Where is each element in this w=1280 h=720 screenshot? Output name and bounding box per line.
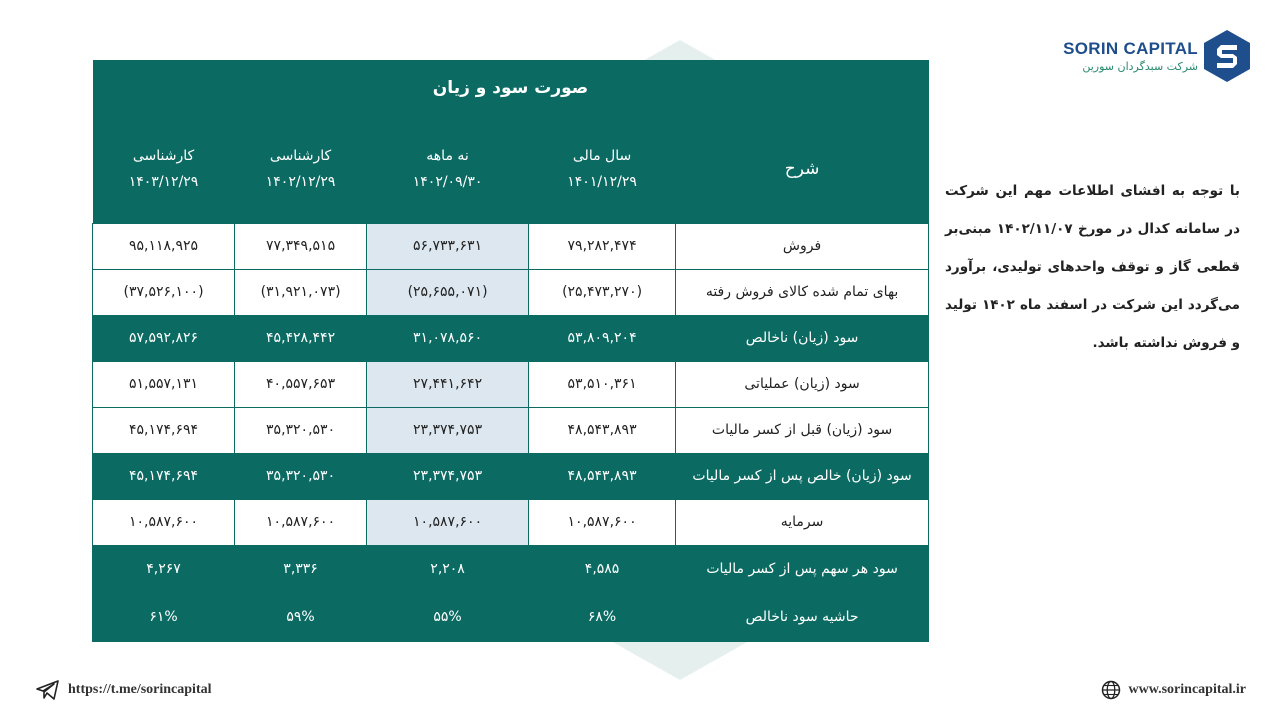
- cell-value: ۵۷,۵۹۲,۸۲۶: [93, 315, 235, 361]
- row-label: حاشیه سود ناخالص: [676, 593, 929, 641]
- cell-value: ۴۸,۵۴۳,۸۹۳: [529, 407, 676, 453]
- table-row-gross-margin: [93, 593, 929, 641]
- column-header-label: کارشناسی: [132, 148, 195, 165]
- disclosure-note: با توجه به افشای اطلاعات مهم این شرکت در سامانه کدال در مورخ ۱۴۰۲/۱۱/۰۷ مبنی‌بر قطعی گاز و توقف واحدهای تولیدی، برآورد می‌گردد این شرکت در اسفند ماه ۱۴۰۲ تولید و فروش نداشته باشد.: [945, 183, 1240, 351]
- row-label: سود (زیان) قبل از کسر مالیات: [676, 407, 929, 453]
- cell-value: ۵۶,۷۳۳,۶۳۱: [367, 223, 529, 269]
- cell-value: ۴۵,۱۷۴,۶۹۴: [93, 453, 235, 499]
- cell-value: ۶۱%: [93, 593, 235, 641]
- cell-value: ۲۳,۳۷۴,۷۵۳: [367, 407, 529, 453]
- column-header-9m1402: [367, 116, 529, 223]
- globe-icon: [1101, 680, 1121, 700]
- column-header-description: شرح: [676, 116, 929, 223]
- cell-value: ۵۳,۵۱۰,۳۶۱: [529, 361, 676, 407]
- cell-value: ۴,۲۶۷: [93, 545, 235, 593]
- cell-value: ۹۵,۱۱۸,۹۲۵: [93, 223, 235, 269]
- cell-value: ۴۵,۱۷۴,۶۹۴: [93, 407, 235, 453]
- cell-value: ۳,۳۳۶: [235, 545, 367, 593]
- cell-value: ۱۰,۵۸۷,۶۰۰: [235, 499, 367, 545]
- row-label: سود (زیان) ناخالص: [676, 315, 929, 361]
- cell-value: ۲,۲۰۸: [367, 545, 529, 593]
- column-header-date: ۱۴۰۳/۱۲/۲۹: [128, 174, 199, 191]
- footer-telegram[interactable]: [36, 680, 212, 700]
- cell-value: ۳۵,۳۲۰,۵۳۰: [235, 453, 367, 499]
- logo-brand-name: SORIN CAPITAL: [1063, 39, 1198, 58]
- telegram-link[interactable]: https://t.me/sorincapital: [68, 682, 212, 697]
- cell-value: ۷۹,۲۸۲,۴۷۴: [529, 223, 676, 269]
- cell-value: ۱۰,۵۸۷,۶۰۰: [93, 499, 235, 545]
- cell-value: ۴۸,۵۴۳,۸۹۳: [529, 453, 676, 499]
- cell-value: ۴۰,۵۵۷,۶۵۳: [235, 361, 367, 407]
- table-row-sales: [93, 223, 929, 269]
- column-header-label: سال مالی: [572, 148, 632, 165]
- cell-value: ۲۳,۳۷۴,۷۵۳: [367, 453, 529, 499]
- logo-subtitle: شرکت سبدگردان سورین: [1082, 60, 1198, 73]
- logo-icon: [1204, 30, 1250, 82]
- cell-value-negative: (۳۷,۵۲۶,۱۰۰): [93, 269, 235, 315]
- row-label: سود (زیان) عملیاتی: [676, 361, 929, 407]
- cell-value-negative: (۳۱,۹۲۱,۰۷۳): [235, 269, 367, 315]
- company-logo: [1063, 30, 1250, 82]
- column-header-est1403: [93, 116, 235, 223]
- table-row-cogs: [93, 269, 929, 315]
- row-label: سود (زیان) خالص پس از کسر مالیات: [676, 453, 929, 499]
- cell-value: ۳۱,۰۷۸,۵۶۰: [367, 315, 529, 361]
- website-link[interactable]: www.sorincapital.ir: [1128, 682, 1246, 697]
- cell-value: ۱۰,۵۸۷,۶۰۰: [529, 499, 676, 545]
- cell-value: ۵۹%: [235, 593, 367, 641]
- row-label: سرمایه: [676, 499, 929, 545]
- cell-value: ۶۸%: [529, 593, 676, 641]
- column-header-date: ۱۴۰۲/۱۲/۲۹: [265, 174, 336, 191]
- column-header-label: نه ماهه: [426, 148, 469, 165]
- row-label: فروش: [676, 223, 929, 269]
- table-row-operating-profit: [93, 361, 929, 407]
- cell-value-negative: (۲۵,۴۷۳,۲۷۰): [529, 269, 676, 315]
- telegram-icon: [36, 680, 60, 700]
- table-row-net-profit: [93, 453, 929, 499]
- row-label: سود هر سهم پس از کسر مالیات: [676, 545, 929, 593]
- table-row-pretax-profit: [93, 407, 929, 453]
- table-row-eps: [93, 545, 929, 593]
- column-header-date: ۱۴۰۱/۱۲/۲۹: [567, 174, 637, 191]
- table-row-gross-profit: [93, 315, 929, 361]
- cell-value: ۷۷,۳۴۹,۵۱۵: [235, 223, 367, 269]
- table-title: صورت سود و زیان: [93, 60, 929, 116]
- cell-value: ۵۱,۵۵۷,۱۳۱: [93, 361, 235, 407]
- column-header-est1402: [235, 116, 367, 223]
- column-header-fy1401: [529, 116, 676, 223]
- table-row-capital: [93, 499, 929, 545]
- cell-value: ۲۷,۴۴۱,۶۴۲: [367, 361, 529, 407]
- cell-value: ۵۳,۸۰۹,۲۰۴: [529, 315, 676, 361]
- cell-value: ۴۵,۴۲۸,۴۴۲: [235, 315, 367, 361]
- column-header-date: ۱۴۰۲/۰۹/۳۰: [412, 174, 483, 191]
- cell-value: ۵۵%: [367, 593, 529, 641]
- column-header-label: کارشناسی: [269, 148, 332, 165]
- cell-value: ۴,۵۸۵: [529, 545, 676, 593]
- footer-website[interactable]: [1101, 680, 1246, 700]
- cell-value: ۳۵,۳۲۰,۵۳۰: [235, 407, 367, 453]
- cell-value-negative: (۲۵,۶۵۵,۰۷۱): [367, 269, 529, 315]
- row-label: بهای تمام شده کالای فروش رفته: [676, 269, 929, 315]
- income-statement-table: [92, 60, 929, 642]
- cell-value: ۱۰,۵۸۷,۶۰۰: [367, 499, 529, 545]
